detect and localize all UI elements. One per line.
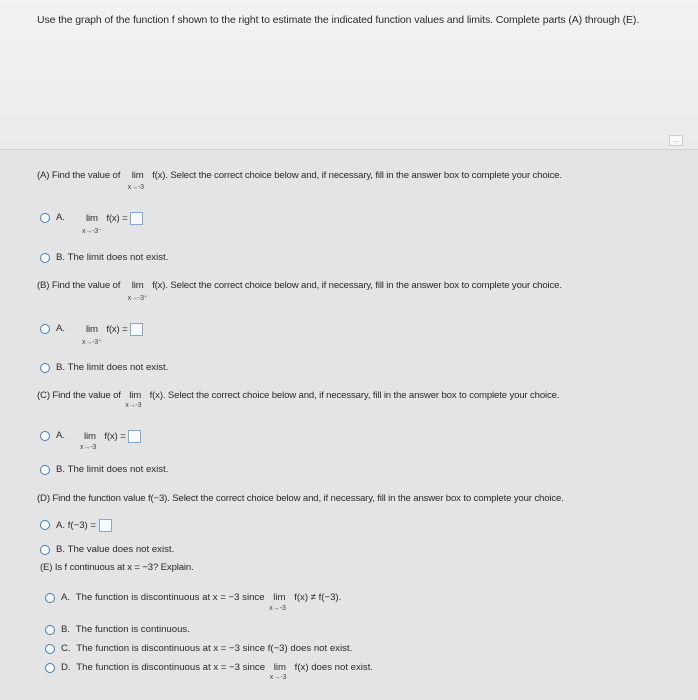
part-e-prompt: (E) Is f continuous at x = −3? Explain. <box>40 562 194 573</box>
part-c-option-a-radio[interactable] <box>40 431 50 441</box>
part-c-option-b[interactable] <box>56 464 168 475</box>
part-e-option-b-letter: B. <box>61 624 71 635</box>
part-b-prompt-pre: (B) Find the value of <box>37 280 121 291</box>
part-d-option-b-text: The value does not exist. <box>67 544 175 555</box>
part-b-lim-word: lim <box>131 280 144 291</box>
part-b-option-b[interactable] <box>56 362 168 373</box>
part-e-option-d-lim-sub: x→-3 <box>269 674 287 681</box>
part-e-option-d-limit <box>269 662 287 681</box>
part-a-option-a-limit <box>82 213 102 236</box>
part-d-option-b-radio[interactable] <box>40 545 50 555</box>
part-e-option-a-limit <box>269 592 286 612</box>
part-a-prompt-pre: (A) Find the value of <box>37 170 121 181</box>
part-e-option-b-text: The function is continuous. <box>75 624 190 635</box>
part-b-option-a-radio[interactable] <box>40 324 50 334</box>
part-d-option-a[interactable] <box>56 519 112 532</box>
part-b-option-a-limit <box>82 324 102 347</box>
part-b-option-a-letter: A. <box>56 323 66 334</box>
part-a-option-a-lim-sub: x→-3⁻ <box>82 228 102 236</box>
instruction-text: Use the graph of the function f shown to the right to estimate the indicated function values and limits. Complete parts (A) through (E). <box>37 14 640 26</box>
part-c-option-a-expr <box>80 430 141 452</box>
part-c-option-a-limit <box>80 431 97 452</box>
part-b-answer-box[interactable] <box>130 323 143 336</box>
part-b-option-b-text: The limit does not exist. <box>67 362 169 373</box>
part-a-prompt-post: Select the correct choice below and, if necessary, fill in the answer box to complete your choice. <box>170 170 562 181</box>
part-b-fx: f(x). <box>152 280 168 291</box>
part-a-limit <box>127 170 144 191</box>
part-c-option-b-text: The limit does not exist. <box>67 464 169 475</box>
part-a-option-b-letter: B. <box>56 252 66 263</box>
instruction-panel <box>0 0 698 150</box>
part-c-option-a-lim-word: lim <box>84 431 96 443</box>
part-b-option-a-lim-sub: x→-3⁺ <box>82 339 102 347</box>
part-b-option-a-fx: f(x) = <box>106 324 128 336</box>
part-d-option-a-text: f(−3) = <box>67 520 97 532</box>
part-c-limit <box>125 390 142 409</box>
part-b-option-b-radio[interactable] <box>40 363 50 373</box>
part-e-option-a-tail: f(x) ≠ f(−3). <box>294 592 342 603</box>
part-e-option-a-radio[interactable] <box>45 593 55 603</box>
part-c-fx: f(x). <box>149 390 166 401</box>
part-a-lim-sub: x→-3 <box>127 184 144 191</box>
part-a-lim-word: lim <box>131 170 144 181</box>
part-b-limit <box>127 280 148 302</box>
part-e-option-a-text: The function is discontinuous at x = −3 since <box>75 592 265 603</box>
part-c-option-b-radio[interactable] <box>40 465 50 475</box>
part-a-option-a-letter: A. <box>56 212 66 223</box>
part-e-option-d-text: The function is discontinuous at x = −3 since <box>76 662 266 673</box>
part-b-option-a-lim-word: lim <box>86 324 98 336</box>
part-e-option-b[interactable] <box>61 624 190 635</box>
part-a-fx: f(x). <box>152 170 168 181</box>
part-d-prompt: (D) Find the function value f(−3). Select the correct choice below and, if necessary, fill in the answer box to complete your choice. <box>37 493 564 504</box>
part-d-option-b-letter: B. <box>56 544 66 555</box>
part-e-option-a[interactable] <box>61 592 342 612</box>
part-c-option-b-letter: B. <box>56 464 66 475</box>
part-a-option-b-text: The limit does not exist. <box>67 252 169 263</box>
part-a-option-a-lim-word: lim <box>86 213 98 225</box>
part-e-option-c[interactable] <box>61 643 352 654</box>
part-e-option-a-lim-sub: x→-3 <box>269 605 286 612</box>
part-e-option-d-radio[interactable] <box>45 663 55 673</box>
part-d-option-a-letter: A. <box>56 520 66 532</box>
part-c-prompt <box>37 390 560 409</box>
part-c-prompt-pre: (C) Find the value of <box>37 390 121 401</box>
part-e-option-d-lim-word: lim <box>273 662 286 673</box>
part-a-option-a-radio[interactable] <box>40 213 50 223</box>
part-e-option-a-lim-word: lim <box>273 592 286 603</box>
part-a-option-a-expr <box>82 212 143 236</box>
part-d-option-a-radio[interactable] <box>40 520 50 530</box>
part-b-lim-sub: x→-3⁺ <box>127 295 148 302</box>
part-b-prompt <box>37 280 562 302</box>
part-a-answer-box[interactable] <box>130 212 143 225</box>
part-d-option-b[interactable] <box>56 544 174 555</box>
part-c-answer-box[interactable] <box>128 430 141 443</box>
part-c-prompt-post: Select the correct choice below and, if necessary, fill in the answer box to complete your choice. <box>167 390 560 401</box>
part-d-answer-box[interactable] <box>99 519 112 532</box>
part-e-option-d-tail: f(x) does not exist. <box>294 662 374 673</box>
part-e-option-b-radio[interactable] <box>45 625 55 635</box>
part-b-option-a-expr <box>82 323 143 347</box>
part-c-option-a-lim-sub: x→-3 <box>80 444 97 452</box>
part-b-option-b-letter: B. <box>56 362 66 373</box>
part-c-lim-sub: x→-3 <box>125 402 142 409</box>
part-e-option-c-letter: C. <box>61 643 71 654</box>
part-c-lim-word: lim <box>129 390 142 401</box>
part-e-option-d-letter: D. <box>61 662 71 673</box>
part-a-option-b[interactable] <box>56 252 168 263</box>
part-e-option-c-text: The function is discontinuous at x = −3 since f(−3) does not exist. <box>76 643 353 654</box>
part-e-option-a-letter: A. <box>61 592 71 603</box>
part-e-option-d[interactable] <box>61 662 374 681</box>
part-a-prompt <box>37 170 562 191</box>
part-a-option-a-fx: f(x) = <box>106 213 128 225</box>
more-button[interactable]: ... <box>669 135 683 146</box>
part-c-option-a-letter: A. <box>56 430 66 441</box>
part-a-option-b-radio[interactable] <box>40 253 50 263</box>
part-b-prompt-post: Select the correct choice below and, if necessary, fill in the answer box to complete your choice. <box>170 280 562 291</box>
part-c-option-a-fx: f(x) = <box>104 431 126 443</box>
part-e-option-c-radio[interactable] <box>45 644 55 654</box>
